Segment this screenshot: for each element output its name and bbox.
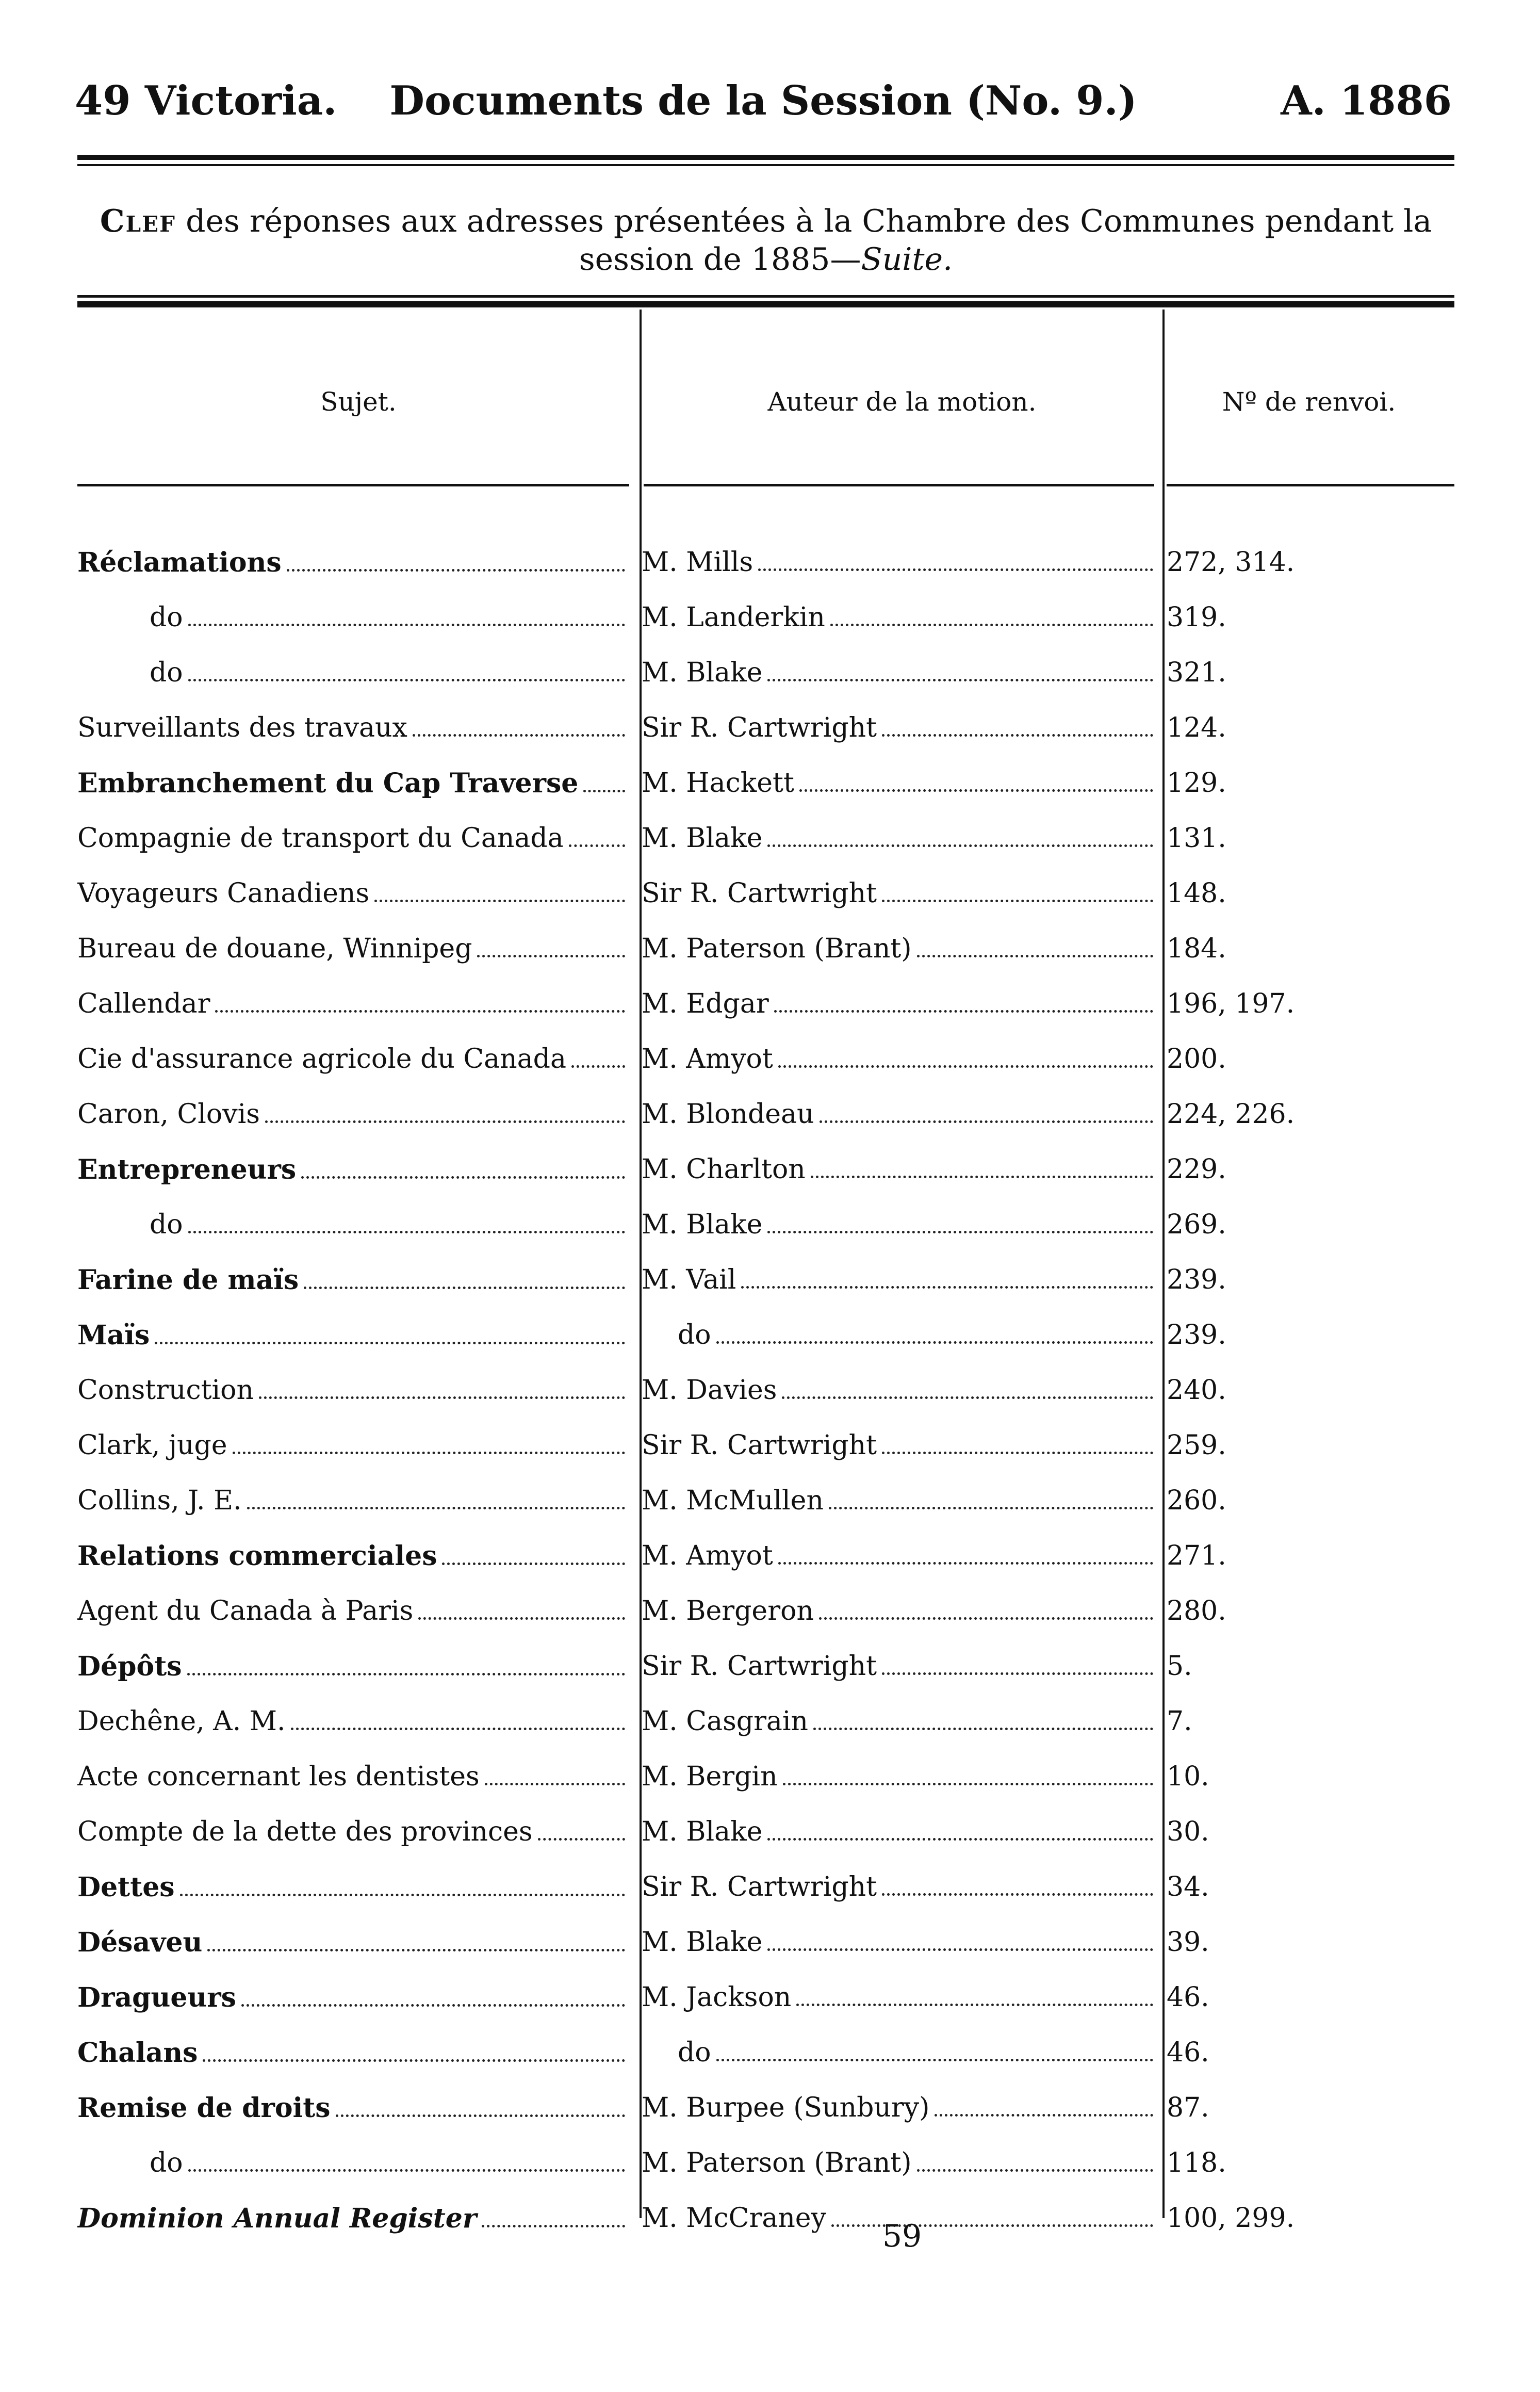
- title-line-2-text: session de 1885—: [579, 241, 861, 278]
- cell-renvoi: [1167, 602, 1455, 633]
- dot-leader: [482, 2225, 625, 2227]
- cell-renvoi: [1167, 547, 1455, 578]
- auteur-text: Sir R. Cartwright: [642, 878, 877, 909]
- cell-renvoi: [1167, 1099, 1455, 1130]
- sujet-text: Compte de la dette des provinces: [77, 1816, 533, 1847]
- column-header-rule-3: [1167, 484, 1454, 486]
- cell-auteur: [642, 1099, 1157, 1130]
- cell-sujet: [77, 712, 629, 743]
- cell-auteur: [642, 1209, 1157, 1240]
- column-header-rule-2: [644, 484, 1154, 486]
- dot-leader: [301, 1176, 625, 1179]
- cell-auteur: [642, 712, 1157, 743]
- cell-auteur: [642, 1982, 1157, 2013]
- sujet-text: Farine de maïs: [77, 1264, 299, 1296]
- cell-renvoi: [1167, 1375, 1455, 1406]
- cell-renvoi: [1167, 1209, 1455, 1240]
- header-documents: Documents de la Session (No. 9.): [389, 77, 1137, 124]
- cell-renvoi: [1167, 1651, 1455, 1682]
- column-header-auteur: Auteur de la motion.: [767, 387, 1037, 417]
- cell-renvoi: [1167, 1706, 1455, 1737]
- cell-sujet: [77, 547, 629, 578]
- cell-auteur: [642, 657, 1157, 688]
- cell-sujet: [77, 768, 629, 799]
- sujet-text: Remise de droits: [77, 2092, 331, 2124]
- sujet-text: Dépôts: [77, 1651, 182, 1682]
- cell-auteur: [642, 1540, 1157, 1571]
- dot-leader: [291, 1728, 625, 1730]
- table-row: [0, 768, 1540, 823]
- sujet-text: Clark, juge: [77, 1430, 227, 1461]
- cell-sujet: [77, 2092, 629, 2124]
- cell-auteur: [642, 1761, 1157, 1792]
- renvoi-text: 229.: [1167, 1154, 1226, 1185]
- dot-leader: [917, 955, 1153, 957]
- dot-leader: [830, 624, 1153, 626]
- renvoi-text: 239.: [1167, 1264, 1226, 1295]
- cell-auteur: [642, 1485, 1157, 1516]
- cell-auteur: [642, 768, 1157, 799]
- cell-renvoi: [1167, 1154, 1455, 1185]
- dot-leader: [882, 1452, 1153, 1454]
- sujet-text: Dominion Annual Register: [77, 2203, 477, 2234]
- cell-auteur: [642, 1651, 1157, 1682]
- title-line-2: [77, 240, 1454, 279]
- auteur-text: M. Blake: [642, 657, 763, 688]
- renvoi-text: 39.: [1167, 1927, 1209, 1958]
- auteur-text: M. Paterson (Brant): [642, 2147, 912, 2178]
- cell-renvoi: [1167, 1044, 1455, 1075]
- dot-leader: [247, 1507, 625, 1509]
- sujet-text: do: [150, 1209, 183, 1240]
- table-row: [0, 1430, 1540, 1485]
- cell-sujet: [77, 1209, 629, 1240]
- cell-renvoi: [1167, 933, 1455, 964]
- cell-sujet: [77, 1706, 629, 1737]
- cell-renvoi: [1167, 1540, 1455, 1571]
- auteur-text: M. Blake: [642, 1209, 763, 1240]
- cell-renvoi: [1167, 2037, 1455, 2068]
- dot-leader: [485, 1783, 625, 1785]
- sujet-text: do: [150, 602, 183, 633]
- dot-leader: [917, 2169, 1153, 2172]
- dot-leader: [188, 2169, 625, 2172]
- dot-leader: [583, 790, 625, 792]
- renvoi-text: 10.: [1167, 1761, 1209, 1792]
- cell-sujet: [77, 1982, 629, 2013]
- table-row: [0, 1485, 1540, 1540]
- sujet-text: Cie d'assurance agricole du Canada: [77, 1044, 566, 1075]
- cell-renvoi: [1167, 2203, 1455, 2234]
- cell-sujet: [77, 933, 629, 964]
- sujet-text: do: [150, 657, 183, 688]
- dot-leader: [935, 2114, 1153, 2117]
- auteur-text: M. Edgar: [642, 988, 769, 1019]
- dot-leader: [778, 1065, 1153, 1068]
- sujet-text: Dechêne, A. M.: [77, 1706, 286, 1737]
- renvoi-text: 7.: [1167, 1706, 1192, 1737]
- cell-renvoi: [1167, 2147, 1455, 2178]
- renvoi-text: 321.: [1167, 657, 1226, 688]
- dot-leader: [811, 1176, 1153, 1178]
- cell-renvoi: [1167, 1596, 1455, 1626]
- renvoi-text: 271.: [1167, 1540, 1226, 1571]
- dot-leader: [187, 1673, 625, 1675]
- sujet-text: Voyageurs Canadiens: [77, 878, 370, 909]
- sujet-text: Dettes: [77, 1872, 175, 1903]
- renvoi-text: 87.: [1167, 2092, 1209, 2123]
- renvoi-text: 272, 314.: [1167, 547, 1295, 578]
- sujet-text: Surveillants des travaux: [77, 712, 407, 743]
- sujet-text: Entrepreneurs: [77, 1154, 297, 1185]
- dot-leader: [374, 900, 625, 902]
- cell-sujet: [77, 1927, 629, 1958]
- table-row: [0, 1706, 1540, 1761]
- sujet-text: Acte concernant les dentistes: [77, 1761, 480, 1792]
- cell-renvoi: [1167, 2092, 1455, 2123]
- table-row: [0, 1816, 1540, 1872]
- cell-auteur: [642, 933, 1157, 964]
- renvoi-text: 240.: [1167, 1375, 1226, 1406]
- dot-leader: [778, 1562, 1153, 1565]
- dot-leader: [813, 1728, 1153, 1730]
- table-row: [0, 1154, 1540, 1209]
- dot-leader: [304, 1287, 625, 1289]
- cell-sujet: [77, 657, 629, 688]
- cell-auteur: [642, 1044, 1157, 1075]
- renvoi-text: 280.: [1167, 1596, 1226, 1626]
- dot-leader: [259, 1396, 625, 1399]
- dot-leader: [265, 1120, 625, 1123]
- cell-auteur: [642, 547, 1157, 578]
- auteur-text: M. Davies: [642, 1375, 777, 1406]
- title-suite: Suite.: [861, 241, 953, 278]
- cell-renvoi: [1167, 768, 1455, 799]
- cell-renvoi: [1167, 712, 1455, 743]
- cell-sujet: [77, 1816, 629, 1847]
- auteur-text: M. Amyot: [642, 1540, 773, 1571]
- title-clef: Clef: [100, 203, 176, 239]
- table-row: [0, 1651, 1540, 1706]
- title-rule-thin: [77, 295, 1454, 298]
- table-row: [0, 933, 1540, 988]
- cell-renvoi: [1167, 823, 1455, 854]
- table-row: [0, 712, 1540, 768]
- dot-leader: [796, 2004, 1153, 2006]
- cell-sujet: [77, 2147, 629, 2178]
- cell-auteur: [642, 988, 1157, 1019]
- dot-leader: [767, 1948, 1153, 1951]
- table-row: [0, 988, 1540, 1044]
- dot-leader: [442, 1563, 625, 1565]
- renvoi-text: 46.: [1167, 2037, 1209, 2068]
- table-row: [0, 1320, 1540, 1375]
- sujet-text: Maïs: [77, 1320, 150, 1351]
- dot-leader: [716, 2059, 1153, 2061]
- cell-auteur: [642, 1596, 1157, 1626]
- dot-leader: [418, 1617, 625, 1620]
- cell-auteur: [642, 1872, 1157, 1902]
- table-row: [0, 1761, 1540, 1816]
- sujet-text: Construction: [77, 1375, 254, 1406]
- dot-leader: [188, 1231, 625, 1233]
- table-row: [0, 2037, 1540, 2092]
- table-row: [0, 1596, 1540, 1651]
- column-header-renvoi: Nº de renvoi.: [1222, 387, 1396, 417]
- sujet-text: Collins, J. E.: [77, 1485, 242, 1516]
- dot-leader: [203, 2059, 625, 2062]
- renvoi-text: 30.: [1167, 1816, 1209, 1847]
- cell-sujet: [77, 1651, 629, 1682]
- cell-auteur: [642, 1264, 1157, 1295]
- dot-leader: [569, 844, 625, 847]
- cell-sujet: [77, 1485, 629, 1516]
- cell-sujet: [77, 1872, 629, 1903]
- sujet-text: Réclamations: [77, 547, 282, 578]
- renvoi-text: 148.: [1167, 878, 1226, 909]
- auteur-text: M. McMullen: [642, 1485, 824, 1516]
- cell-renvoi: [1167, 1761, 1455, 1792]
- sujet-text: do: [150, 2147, 183, 2178]
- sujet-text: Agent du Canada à Paris: [77, 1596, 414, 1626]
- auteur-text: do: [678, 2037, 711, 2068]
- cell-renvoi: [1167, 1485, 1455, 1516]
- dot-leader: [180, 1894, 625, 1896]
- dot-leader: [241, 2004, 625, 2007]
- auteur-text: M. Burpee (Sunbury): [642, 2092, 930, 2123]
- renvoi-text: 46.: [1167, 1982, 1209, 2013]
- auteur-text: Sir R. Cartwright: [642, 1872, 877, 1902]
- sujet-text: Bureau de douane, Winnipeg: [77, 933, 472, 964]
- renvoi-text: 124.: [1167, 712, 1226, 743]
- renvoi-text: 269.: [1167, 1209, 1226, 1240]
- dot-leader: [774, 1010, 1153, 1013]
- renvoi-text: 129.: [1167, 768, 1226, 799]
- table-row: [0, 1540, 1540, 1596]
- auteur-text: Sir R. Cartwright: [642, 1651, 877, 1682]
- column-header-rule-1: [77, 484, 629, 486]
- renvoi-text: 200.: [1167, 1044, 1226, 1075]
- cell-auteur: [642, 1430, 1157, 1461]
- auteur-text: M. Blake: [642, 823, 763, 854]
- renvoi-text: 131.: [1167, 823, 1226, 854]
- dot-leader: [287, 569, 625, 572]
- table-row: [0, 2092, 1540, 2147]
- renvoi-text: 224, 226.: [1167, 1099, 1295, 1130]
- dot-leader: [188, 679, 625, 681]
- dot-leader: [882, 1672, 1153, 1675]
- table-row: [0, 1375, 1540, 1430]
- cell-auteur: [642, 2147, 1157, 2178]
- cell-auteur: [642, 602, 1157, 633]
- cell-renvoi: [1167, 1872, 1455, 1902]
- renvoi-text: 319.: [1167, 602, 1226, 633]
- auteur-text: M. Casgrain: [642, 1706, 809, 1737]
- table-row: [0, 602, 1540, 657]
- cell-auteur: [642, 1927, 1157, 1958]
- dot-leader: [477, 955, 625, 957]
- table-row: [0, 1209, 1540, 1264]
- renvoi-text: 100, 299.: [1167, 2203, 1295, 2234]
- auteur-text: M. Amyot: [642, 1044, 773, 1075]
- cell-auteur: [642, 878, 1157, 909]
- dot-leader: [782, 1396, 1153, 1399]
- table-row: [0, 1872, 1540, 1927]
- header-year: A. 1886: [1281, 77, 1452, 124]
- page-title: [77, 202, 1454, 279]
- dot-leader: [741, 1286, 1153, 1289]
- dot-leader: [336, 2114, 625, 2117]
- cell-auteur: [642, 1375, 1157, 1406]
- table-body: [0, 547, 1540, 2258]
- cell-auteur: [642, 1706, 1157, 1737]
- sujet-text: Compagnie de transport du Canada: [77, 823, 564, 854]
- renvoi-text: 260.: [1167, 1485, 1226, 1516]
- cell-renvoi: [1167, 1927, 1455, 1958]
- dot-leader: [767, 1838, 1153, 1841]
- table-row: [0, 1982, 1540, 2037]
- dot-leader: [799, 789, 1153, 792]
- table-row: [0, 1044, 1540, 1099]
- dot-leader: [188, 624, 625, 626]
- table-row: [0, 823, 1540, 878]
- dot-leader: [767, 679, 1153, 681]
- renvoi-text: 196, 197.: [1167, 988, 1295, 1019]
- auteur-text: M. Mills: [642, 547, 753, 578]
- dot-leader: [829, 1507, 1153, 1509]
- dot-leader: [882, 900, 1153, 902]
- dot-leader: [716, 1341, 1153, 1344]
- renvoi-text: 34.: [1167, 1872, 1209, 1902]
- table-row: [0, 1264, 1540, 1320]
- cell-sujet: [77, 878, 629, 909]
- cell-sujet: [77, 2203, 629, 2234]
- auteur-text: M. Hackett: [642, 768, 794, 799]
- cell-sujet: [77, 1099, 629, 1130]
- cell-sujet: [77, 1320, 629, 1351]
- auteur-text: M. Blake: [642, 1816, 763, 1847]
- auteur-text: M. Paterson (Brant): [642, 933, 912, 964]
- title-rule-thick: [77, 301, 1454, 307]
- auteur-text: M. Vail: [642, 1264, 736, 1295]
- cell-auteur: [642, 823, 1157, 854]
- cell-sujet: [77, 988, 629, 1019]
- auteur-text: M. Landerkin: [642, 602, 825, 633]
- auteur-text: M. Jackson: [642, 1982, 792, 2013]
- table-row: [0, 657, 1540, 712]
- title-line-1: [77, 202, 1454, 240]
- sujet-text: Désaveu: [77, 1927, 203, 1958]
- auteur-text: Sir R. Cartwright: [642, 1430, 877, 1461]
- cell-renvoi: [1167, 988, 1455, 1019]
- renvoi-text: 239.: [1167, 1320, 1226, 1350]
- cell-auteur: [642, 2092, 1157, 2123]
- dot-leader: [819, 1617, 1153, 1620]
- renvoi-text: 184.: [1167, 933, 1226, 964]
- auteur-text: M. McCraney: [642, 2203, 826, 2234]
- page-header: [75, 77, 1452, 134]
- cell-sujet: [77, 1154, 629, 1185]
- table-row: [0, 1927, 1540, 1982]
- cell-sujet: [77, 1430, 629, 1461]
- cell-sujet: [77, 1375, 629, 1406]
- auteur-text: M. Blake: [642, 1927, 763, 1958]
- dot-leader: [758, 568, 1153, 571]
- dot-leader: [767, 844, 1153, 847]
- cell-renvoi: [1167, 1320, 1455, 1350]
- sujet-text: Chalans: [77, 2037, 198, 2069]
- dot-leader: [571, 1065, 625, 1068]
- dot-leader: [538, 1838, 625, 1841]
- title-line-1-text: des réponses aux adresses présentées à la Chambre des Communes pendant la: [186, 203, 1432, 239]
- cell-renvoi: [1167, 657, 1455, 688]
- sujet-text: Caron, Clovis: [77, 1099, 260, 1130]
- cell-auteur: [642, 1816, 1157, 1847]
- cell-sujet: [77, 1761, 629, 1792]
- cell-sujet: [77, 2037, 629, 2069]
- cell-sujet: [77, 602, 629, 633]
- cell-renvoi: [1167, 1816, 1455, 1847]
- dot-leader: [207, 1949, 625, 1951]
- dot-leader: [783, 1783, 1153, 1785]
- cell-renvoi: [1167, 878, 1455, 909]
- sujet-text: Embranchement du Cap Traverse: [77, 768, 579, 799]
- dot-leader: [413, 734, 625, 737]
- header-rule-thick: [77, 155, 1454, 160]
- cell-auteur: [642, 2037, 1157, 2068]
- cell-renvoi: [1167, 1430, 1455, 1461]
- page-number: 59: [882, 2218, 922, 2254]
- table-row: [0, 1099, 1540, 1154]
- auteur-text: M. Charlton: [642, 1154, 806, 1185]
- table-row: [0, 2147, 1540, 2203]
- auteur-text: Sir R. Cartwright: [642, 712, 877, 743]
- dot-leader: [820, 1120, 1154, 1123]
- cell-renvoi: [1167, 1982, 1455, 2013]
- dot-leader: [882, 1893, 1153, 1896]
- cell-sujet: [77, 1596, 629, 1626]
- cell-auteur: [642, 1154, 1157, 1185]
- dot-leader: [767, 1231, 1153, 1233]
- renvoi-text: 118.: [1167, 2147, 1226, 2178]
- renvoi-text: 259.: [1167, 1430, 1226, 1461]
- auteur-text: M. Blondeau: [642, 1099, 814, 1130]
- table-row: [0, 878, 1540, 933]
- auteur-text: M. Bergin: [642, 1761, 778, 1792]
- cell-sujet: [77, 1264, 629, 1296]
- auteur-text: do: [678, 1320, 711, 1350]
- dot-leader: [215, 1010, 625, 1013]
- dot-leader: [155, 1342, 625, 1344]
- auteur-text: M. Bergeron: [642, 1596, 814, 1626]
- dot-leader: [882, 734, 1153, 737]
- sujet-text: Callendar: [77, 988, 210, 1019]
- header-volume: 49 Victoria.: [75, 77, 337, 124]
- renvoi-text: 5.: [1167, 1651, 1192, 1682]
- column-header-sujet: Sujet.: [320, 387, 397, 417]
- cell-sujet: [77, 1044, 629, 1075]
- cell-auteur: [642, 1320, 1157, 1350]
- sujet-text: Relations commerciales: [77, 1540, 437, 1572]
- cell-sujet: [77, 1540, 629, 1572]
- cell-sujet: [77, 823, 629, 854]
- cell-renvoi: [1167, 1264, 1455, 1295]
- table-row: [0, 547, 1540, 602]
- dot-leader: [233, 1452, 625, 1454]
- sujet-text: Dragueurs: [77, 1982, 236, 2013]
- header-rule-thin: [77, 164, 1454, 166]
